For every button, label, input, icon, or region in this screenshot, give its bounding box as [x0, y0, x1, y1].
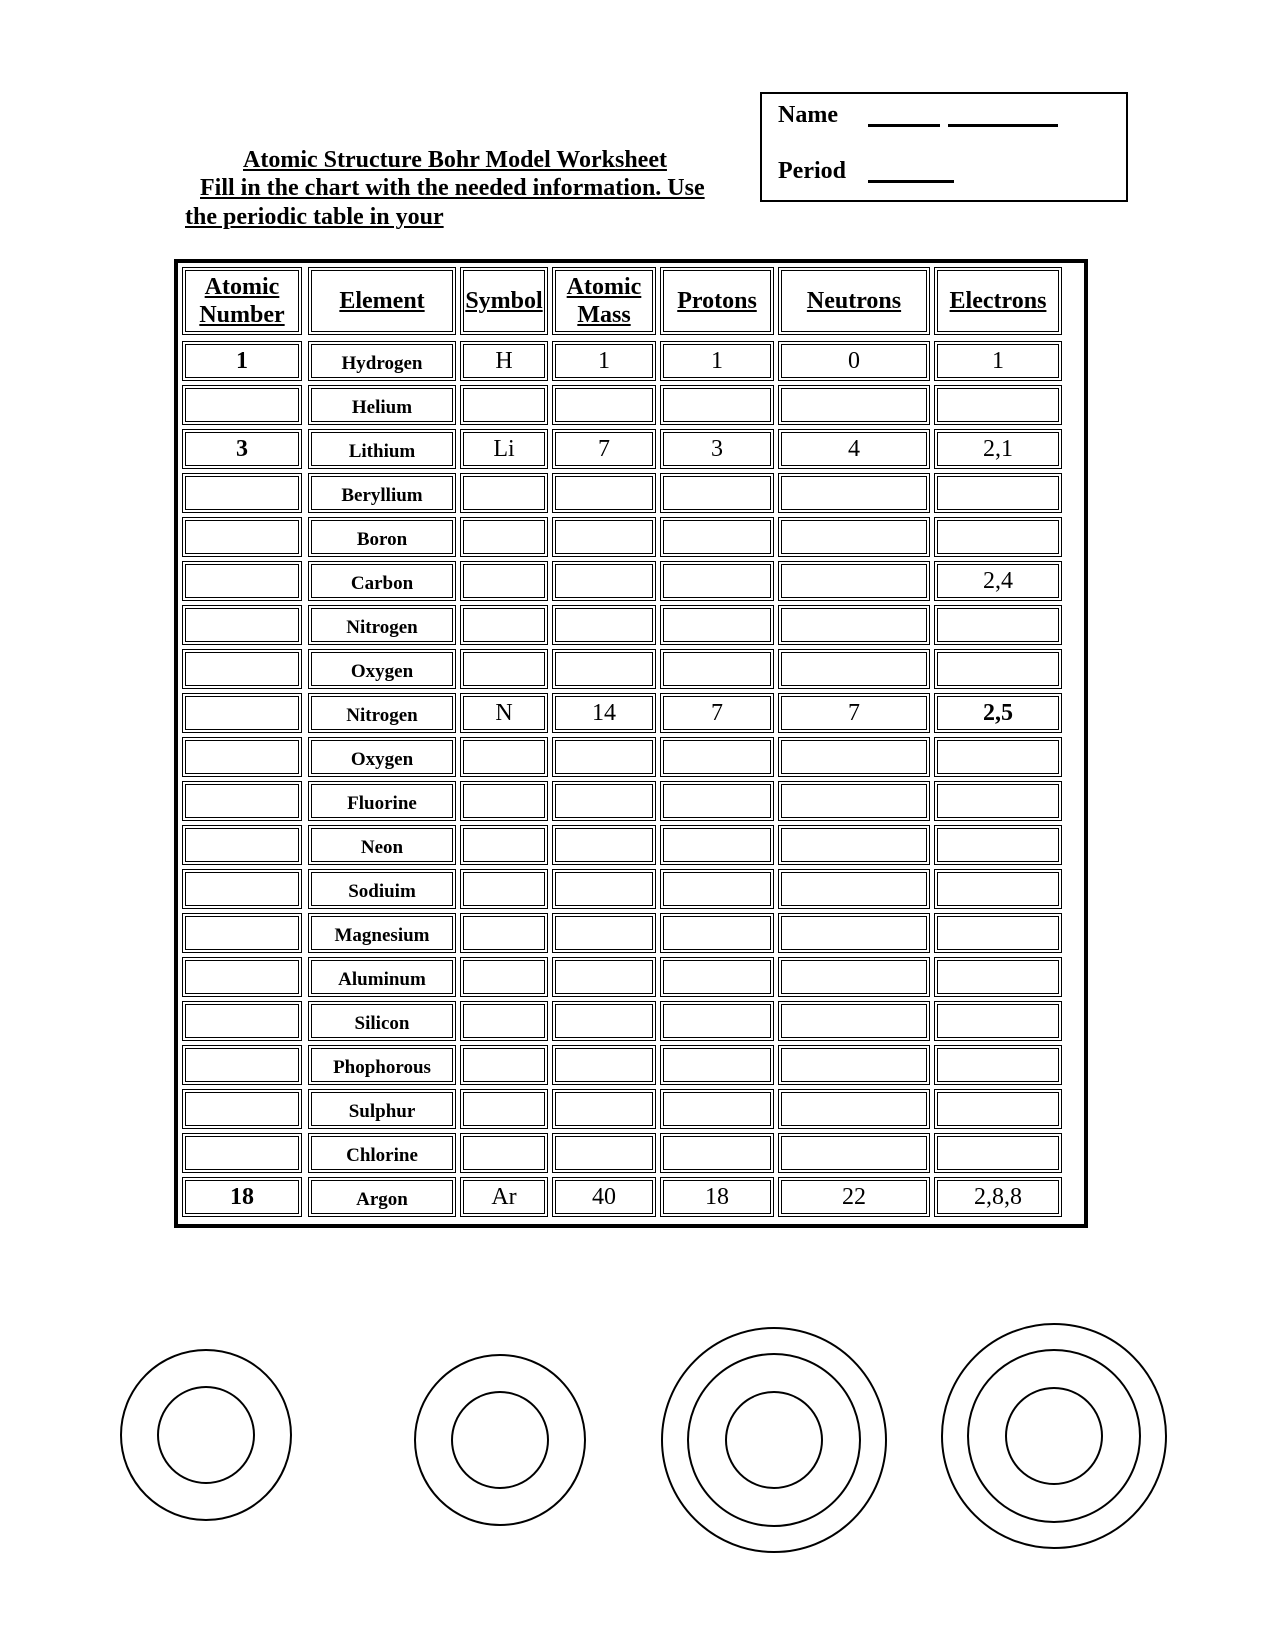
electron-shell-2: [968, 1350, 1140, 1522]
cell-element: Magnesium: [308, 913, 456, 953]
cell-protons[interactable]: [660, 913, 774, 953]
cell-protons[interactable]: [660, 1001, 774, 1041]
name-label: Name: [778, 102, 838, 128]
cell-atomic-mass[interactable]: 14: [552, 693, 656, 733]
cell-neutrons[interactable]: [778, 781, 930, 821]
cell-atomic-number[interactable]: 18: [182, 1177, 302, 1217]
cell-element: Oxygen: [308, 649, 456, 689]
cell-element: Chlorine: [308, 1133, 456, 1173]
cell-electrons[interactable]: [934, 649, 1062, 689]
cell-electrons[interactable]: [934, 1001, 1062, 1041]
cell-atomic-number[interactable]: [182, 913, 302, 953]
cell-protons[interactable]: [660, 1133, 774, 1173]
cell-neutrons[interactable]: [778, 825, 930, 865]
cell-neutrons[interactable]: [778, 561, 930, 601]
cell-neutrons[interactable]: [778, 1001, 930, 1041]
electron-shell-1: [121, 1350, 291, 1520]
cell-atomic-number[interactable]: [182, 957, 302, 997]
cell-electrons[interactable]: [934, 517, 1062, 557]
cell-element: Lithium: [308, 429, 456, 469]
cell-element: Silicon: [308, 1001, 456, 1041]
cell-neutrons[interactable]: [778, 869, 930, 909]
cell-neutrons[interactable]: [778, 517, 930, 557]
cell-neutrons[interactable]: [778, 385, 930, 425]
cell-atomic-number[interactable]: [182, 825, 302, 865]
electron-shell-2: [452, 1392, 548, 1488]
cell-element: Helium: [308, 385, 456, 425]
cell-symbol[interactable]: [460, 825, 548, 865]
cell-protons[interactable]: 7: [660, 693, 774, 733]
cell-atomic-mass[interactable]: [552, 869, 656, 909]
cell-element: Nitrogen: [308, 605, 456, 645]
cell-electrons[interactable]: 2,4: [934, 561, 1062, 601]
cell-protons[interactable]: [660, 737, 774, 777]
cell-protons[interactable]: [660, 825, 774, 865]
cell-symbol[interactable]: H: [460, 341, 548, 381]
cell-symbol[interactable]: [460, 605, 548, 645]
electron-shell-2: [688, 1354, 860, 1526]
cell-symbol[interactable]: [460, 737, 548, 777]
cell-neutrons[interactable]: [778, 473, 930, 513]
cell-symbol[interactable]: [460, 1045, 548, 1085]
worksheet-title: Atomic Structure Bohr Model Worksheet: [243, 147, 667, 173]
cell-electrons[interactable]: [934, 385, 1062, 425]
cell-atomic-number[interactable]: [182, 1089, 302, 1129]
cell-element: Aluminum: [308, 957, 456, 997]
cell-atomic-mass[interactable]: [552, 561, 656, 601]
cell-atomic-mass[interactable]: [552, 825, 656, 865]
cell-protons[interactable]: 3: [660, 429, 774, 469]
cell-electrons[interactable]: [934, 605, 1062, 645]
cell-element: Phophorous: [308, 1045, 456, 1085]
cell-element: Sodiuim: [308, 869, 456, 909]
cell-symbol[interactable]: [460, 781, 548, 821]
cell-atomic-number[interactable]: [182, 1133, 302, 1173]
cell-electrons[interactable]: [934, 825, 1062, 865]
cell-symbol[interactable]: [460, 385, 548, 425]
bohr-model-1: [121, 1350, 291, 1520]
cell-neutrons[interactable]: 0: [778, 341, 930, 381]
cell-atomic-number[interactable]: [182, 737, 302, 777]
header-symbol: Symbol: [460, 267, 548, 335]
cell-neutrons[interactable]: 22: [778, 1177, 930, 1217]
cell-element: Boron: [308, 517, 456, 557]
cell-protons[interactable]: [660, 957, 774, 997]
cell-atomic-number[interactable]: [182, 1001, 302, 1041]
cell-atomic-mass[interactable]: 7: [552, 429, 656, 469]
cell-atomic-mass[interactable]: [552, 1045, 656, 1085]
cell-protons[interactable]: 1: [660, 341, 774, 381]
cell-symbol[interactable]: [460, 561, 548, 601]
cell-protons[interactable]: 18: [660, 1177, 774, 1217]
cell-symbol[interactable]: [460, 1133, 548, 1173]
period-field-line[interactable]: [868, 180, 954, 183]
cell-symbol[interactable]: [460, 649, 548, 689]
cell-element: Oxygen: [308, 737, 456, 777]
cell-symbol[interactable]: Li: [460, 429, 548, 469]
bohr-model-4: [942, 1324, 1166, 1548]
bohr-model-3: [662, 1328, 886, 1552]
header-protons: Protons: [660, 267, 774, 335]
cell-electrons[interactable]: [934, 1045, 1062, 1085]
cell-electrons[interactable]: 1: [934, 341, 1062, 381]
instructions-line-2: the periodic table in your: [185, 204, 444, 230]
cell-protons[interactable]: [660, 561, 774, 601]
cell-electrons[interactable]: 2,5: [934, 693, 1062, 733]
cell-symbol[interactable]: [460, 1001, 548, 1041]
name-field-line-1[interactable]: [868, 124, 940, 127]
header-element: Element: [308, 267, 456, 335]
cell-element: Neon: [308, 825, 456, 865]
cell-neutrons[interactable]: [778, 1089, 930, 1129]
cell-electrons[interactable]: [934, 1089, 1062, 1129]
cell-atomic-mass[interactable]: [552, 517, 656, 557]
cell-atomic-number[interactable]: [182, 473, 302, 513]
cell-protons[interactable]: [660, 1089, 774, 1129]
cell-atomic-mass[interactable]: [552, 737, 656, 777]
cell-protons[interactable]: [660, 781, 774, 821]
element-table: [174, 259, 1088, 1228]
cell-electrons[interactable]: 2,8,8: [934, 1177, 1062, 1217]
cell-atomic-number[interactable]: 3: [182, 429, 302, 469]
cell-protons[interactable]: [660, 605, 774, 645]
cell-element: Hydrogen: [308, 341, 456, 381]
cell-neutrons[interactable]: 7: [778, 693, 930, 733]
cell-symbol[interactable]: [460, 517, 548, 557]
cell-neutrons[interactable]: [778, 957, 930, 997]
electron-shell-1: [942, 1324, 1166, 1548]
electron-shell-1: [662, 1328, 886, 1552]
header-neutrons: Neutrons: [778, 267, 930, 335]
cell-element: Argon: [308, 1177, 456, 1217]
cell-element: Carbon: [308, 561, 456, 601]
cell-symbol[interactable]: [460, 913, 548, 953]
electron-shell-3: [1006, 1388, 1102, 1484]
period-label: Period: [778, 158, 846, 184]
cell-atomic-mass[interactable]: [552, 649, 656, 689]
cell-protons[interactable]: [660, 869, 774, 909]
cell-atomic-mass[interactable]: [552, 473, 656, 513]
cell-neutrons[interactable]: 4: [778, 429, 930, 469]
electron-shell-1: [415, 1355, 585, 1525]
cell-electrons[interactable]: 2,1: [934, 429, 1062, 469]
cell-protons[interactable]: [660, 517, 774, 557]
cell-electrons[interactable]: [934, 781, 1062, 821]
cell-symbol[interactable]: Ar: [460, 1177, 548, 1217]
cell-element: Fluorine: [308, 781, 456, 821]
cell-atomic-mass[interactable]: 1: [552, 341, 656, 381]
cell-protons[interactable]: [660, 385, 774, 425]
cell-atomic-number[interactable]: [182, 385, 302, 425]
cell-atomic-mass[interactable]: [552, 1001, 656, 1041]
header-atomic-number: Atomic Number: [182, 267, 302, 335]
cell-atomic-mass[interactable]: [552, 1133, 656, 1173]
cell-symbol[interactable]: [460, 869, 548, 909]
cell-electrons[interactable]: [934, 473, 1062, 513]
cell-electrons[interactable]: [934, 913, 1062, 953]
header-electrons: Electrons: [934, 267, 1062, 335]
cell-neutrons[interactable]: [778, 1133, 930, 1173]
cell-atomic-mass[interactable]: [552, 957, 656, 997]
cell-atomic-number[interactable]: [182, 561, 302, 601]
name-field-line-2[interactable]: [948, 124, 1058, 127]
cell-atomic-mass[interactable]: [552, 1089, 656, 1129]
cell-protons[interactable]: [660, 649, 774, 689]
name-period-box: [760, 92, 1128, 202]
cell-atomic-number[interactable]: [182, 649, 302, 689]
cell-atomic-number[interactable]: 1: [182, 341, 302, 381]
cell-symbol[interactable]: [460, 1089, 548, 1129]
electron-shell-2: [158, 1387, 254, 1483]
cell-symbol[interactable]: N: [460, 693, 548, 733]
cell-symbol[interactable]: [460, 957, 548, 997]
cell-atomic-number[interactable]: [182, 605, 302, 645]
cell-atomic-mass[interactable]: [552, 781, 656, 821]
bohr-model-2: [415, 1355, 585, 1525]
cell-atomic-number[interactable]: [182, 869, 302, 909]
cell-atomic-number[interactable]: [182, 517, 302, 557]
header-atomic-mass: Atomic Mass: [552, 267, 656, 335]
cell-protons[interactable]: [660, 473, 774, 513]
cell-atomic-number[interactable]: [182, 693, 302, 733]
cell-protons[interactable]: [660, 1045, 774, 1085]
bohr-model-diagrams: [0, 1320, 1275, 1580]
cell-element: Sulphur: [308, 1089, 456, 1129]
instructions-line-1: Fill in the chart with the needed information. Use: [200, 175, 705, 201]
cell-neutrons[interactable]: [778, 605, 930, 645]
cell-atomic-mass[interactable]: 40: [552, 1177, 656, 1217]
cell-neutrons[interactable]: [778, 649, 930, 689]
cell-electrons[interactable]: [934, 1133, 1062, 1173]
cell-atomic-mass[interactable]: [552, 605, 656, 645]
cell-neutrons[interactable]: [778, 1045, 930, 1085]
cell-atomic-number[interactable]: [182, 781, 302, 821]
cell-atomic-number[interactable]: [182, 1045, 302, 1085]
cell-neutrons[interactable]: [778, 737, 930, 777]
cell-element: Nitrogen: [308, 693, 456, 733]
cell-atomic-mass[interactable]: [552, 385, 656, 425]
electron-shell-3: [726, 1392, 822, 1488]
cell-element: Beryllium: [308, 473, 456, 513]
cell-electrons[interactable]: [934, 869, 1062, 909]
cell-symbol[interactable]: [460, 473, 548, 513]
cell-electrons[interactable]: [934, 957, 1062, 997]
cell-electrons[interactable]: [934, 737, 1062, 777]
cell-neutrons[interactable]: [778, 913, 930, 953]
cell-atomic-mass[interactable]: [552, 913, 656, 953]
